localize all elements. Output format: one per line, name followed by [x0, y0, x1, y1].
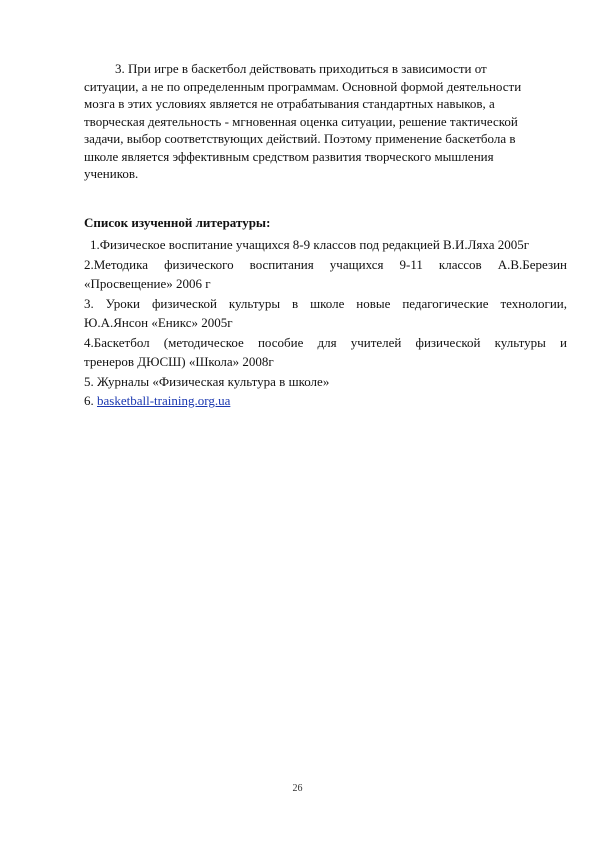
paragraph-line: школе является эффективным средством развития творческого мышления [84, 148, 494, 164]
literature-item-4-cont: тренеров ДЮСШ) «Школа» 2008г [84, 354, 274, 369]
literature-item-2-cont: «Просвещение» 2006 г [84, 276, 211, 291]
basketball-training-link[interactable]: basketball-training.org.ua [97, 393, 231, 408]
literature-item-6 [84, 391, 567, 411]
literature-heading: Список изученной литературы: [84, 215, 271, 230]
body-paragraph [84, 60, 564, 183]
paragraph-line: учеников. [84, 166, 139, 181]
paragraph-line: творческая деятельность - мгновенная оценка ситуации, решение тактической [84, 113, 518, 129]
literature-list [84, 235, 567, 411]
literature-item-3: 3. Уроки физической культуры в школе новые педагогические технологии, [84, 295, 567, 311]
literature-item-2: 2.Методика физического воспитания учащихся 9-11 классов А.В.Березин [84, 256, 567, 272]
literature-item-5: 5. Журналы «Физическая культура в школе» [84, 373, 330, 389]
paragraph-line: задачи, выбор соответствующих действий. Поэтому применение баскетбола в [84, 131, 516, 146]
literature-item-6-prefix: 6. [84, 393, 94, 408]
paragraph-line: мозга в этих условиях является не отрабатывания стандартных навыков, а [84, 96, 495, 111]
page-number: 26 [292, 783, 303, 794]
paragraph-line: 3. При игре в баскетбол действовать приходиться в зависимости от [115, 61, 487, 76]
literature-item-1: 1.Физическое воспитание учащихся 8-9 классов под редакцией В.И.Ляха 2005г [90, 237, 530, 252]
literature-item-4: 4.Баскетбол (методическое пособие для учителей физической культуры и [84, 334, 567, 350]
literature-item-3-cont: Ю.А.Янсон «Еникс» 2005г [84, 315, 233, 330]
paragraph-line: ситуации, а не по определенным программам. Основной формой деятельности [84, 78, 522, 94]
